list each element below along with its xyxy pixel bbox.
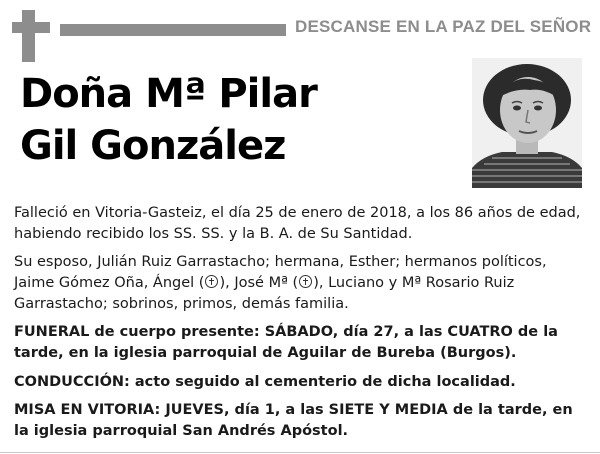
portrait-image [472,58,582,188]
cross-icon [12,10,50,62]
funeral-notice: FUNERAL de cuerpo presente: SÁBADO, día 27, a las CUATRO de la tarde, en la iglesia parroquial de Aguilar de Bureba (Burgos). [14,324,558,361]
deceased-name [20,68,460,172]
deceased-portrait-photo [472,58,582,188]
death-announcement: Falleció en Vitoria-Gasteiz, el día 25 de enero de 2018, a los 86 años de edad, habiendo recibido los SS. SS. y la B. A. de Su Santidad. [14,205,581,242]
header-divider-bar [60,24,286,36]
circled-cross-icon [299,275,312,288]
family-text-part-2: ), José Mª ( [219,275,299,291]
deceased-name-line-1: Doña Mª Pilar [20,71,317,117]
bottom-divider [0,452,600,453]
family-text-part-1: Su esposo, Julián Ruiz Garrastacho; hermana, Esther; hermanos políticos, Jaime Gómez Oña, Ángel ( [14,254,547,291]
deceased-name-line-2: Gil González [20,123,286,169]
header-tagline: DESCANSE EN LA PAZ DEL SEÑOR [295,17,592,36]
family-list [14,252,586,315]
family-text-part-3: ), Luciano y Mª Rosario Ruiz Garrastacho; sobrinos, primos, demás familia. [14,275,515,312]
procession-notice: CONDUCCIÓN: acto seguido al cementerio de dicha localidad. [14,374,516,390]
mass-notice: MISA EN VITORIA: JUEVES, día 1, a las SIETE Y MEDIA de la tarde, en la iglesia parroquial San Andrés Apóstol. [14,402,573,439]
circled-cross-icon [205,275,218,288]
